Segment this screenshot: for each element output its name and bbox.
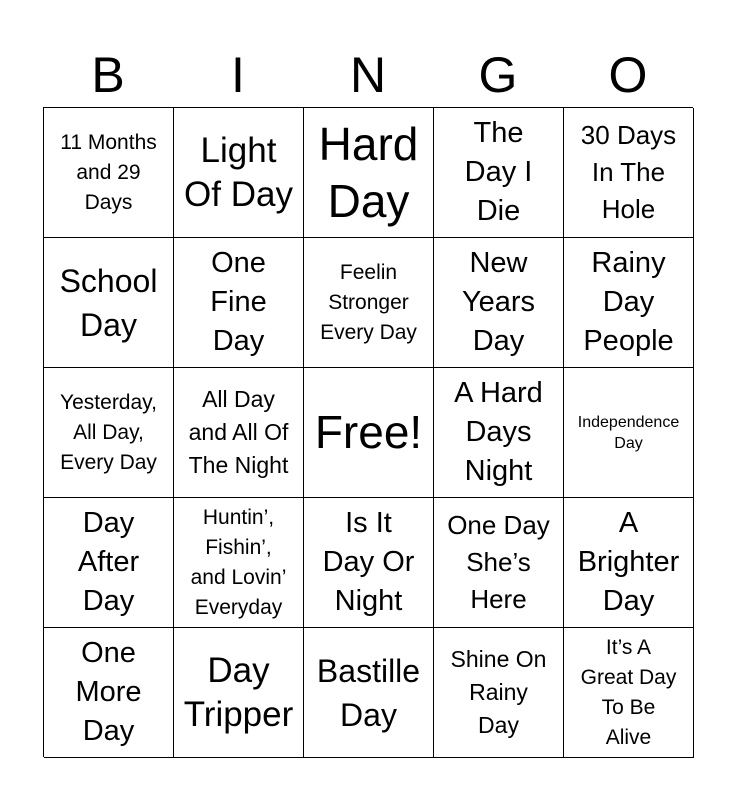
cell-label: Independence Day bbox=[577, 413, 680, 452]
bingo-cell[interactable] bbox=[564, 238, 694, 368]
bingo-cell[interactable] bbox=[434, 498, 564, 628]
cell-label: Huntin’, Fishin’, and Lovin’ Everyday bbox=[190, 505, 287, 619]
bingo-cell[interactable] bbox=[44, 108, 174, 238]
cell-label: Light Of Day bbox=[184, 130, 293, 214]
cell-label: Is It Day Or Night bbox=[322, 507, 415, 617]
bingo-cell[interactable] bbox=[174, 498, 304, 628]
free-space-cell[interactable] bbox=[304, 368, 434, 498]
header-letter-i: I bbox=[231, 47, 245, 103]
cell-label: All Day and All Of The Night bbox=[188, 386, 289, 478]
bingo-cell[interactable] bbox=[44, 238, 174, 368]
cell-label: One More Day bbox=[75, 637, 142, 747]
cell-label: Bastille Day bbox=[316, 652, 421, 733]
cell-label: A Hard Days Night bbox=[454, 377, 543, 487]
cell-label: A Brighter Day bbox=[577, 507, 680, 617]
bingo-cell[interactable] bbox=[174, 238, 304, 368]
bingo-grid bbox=[43, 107, 693, 757]
cell-label: 30 Days In The Hole bbox=[580, 120, 677, 224]
bingo-cell[interactable] bbox=[174, 368, 304, 498]
cell-label: The Day I Die bbox=[464, 117, 533, 227]
bingo-cell[interactable] bbox=[434, 368, 564, 498]
header-letter-n: N bbox=[349, 47, 387, 103]
bingo-cell[interactable] bbox=[174, 628, 304, 758]
bingo-header bbox=[43, 42, 693, 108]
cell-label: Yesterday, All Day, Every Day bbox=[60, 390, 157, 474]
bingo-cell[interactable] bbox=[434, 238, 564, 368]
header-letter-b: B bbox=[91, 47, 125, 103]
bingo-cell[interactable] bbox=[304, 628, 434, 758]
bingo-cell[interactable] bbox=[44, 368, 174, 498]
cell-label: Shine On Rainy Day bbox=[450, 646, 547, 738]
bingo-cell[interactable] bbox=[304, 108, 434, 238]
cell-label: Rainy Day People bbox=[583, 247, 674, 357]
cell-label: School Day bbox=[59, 262, 158, 343]
header-letter-o: O bbox=[608, 47, 648, 103]
bingo-cell[interactable] bbox=[564, 368, 694, 498]
bingo-cell[interactable] bbox=[564, 108, 694, 238]
bingo-cell[interactable] bbox=[304, 238, 434, 368]
bingo-cell[interactable] bbox=[434, 628, 564, 758]
bingo-cell[interactable] bbox=[564, 498, 694, 628]
cell-label: Day Tripper bbox=[183, 650, 294, 734]
free-space-label: Free! bbox=[314, 406, 423, 458]
bingo-cell[interactable] bbox=[44, 628, 174, 758]
cell-label: One Fine Day bbox=[210, 247, 267, 357]
bingo-cell[interactable] bbox=[174, 108, 304, 238]
cell-label: Feelin Stronger Every Day bbox=[320, 260, 417, 344]
bingo-cell[interactable] bbox=[434, 108, 564, 238]
bingo-cell[interactable] bbox=[44, 498, 174, 628]
header-letter-g: G bbox=[478, 47, 518, 103]
cell-label: Hard Day bbox=[318, 117, 419, 227]
bingo-cell[interactable] bbox=[564, 628, 694, 758]
bingo-cell[interactable] bbox=[304, 498, 434, 628]
cell-label: 11 Months and 29 Days bbox=[60, 130, 157, 214]
cell-label: One Day She’s Here bbox=[447, 510, 550, 614]
cell-label: New Years Day bbox=[461, 247, 536, 357]
cell-label: Day After Day bbox=[77, 507, 140, 617]
cell-label: It’s A Great Day To Be Alive bbox=[580, 635, 677, 749]
